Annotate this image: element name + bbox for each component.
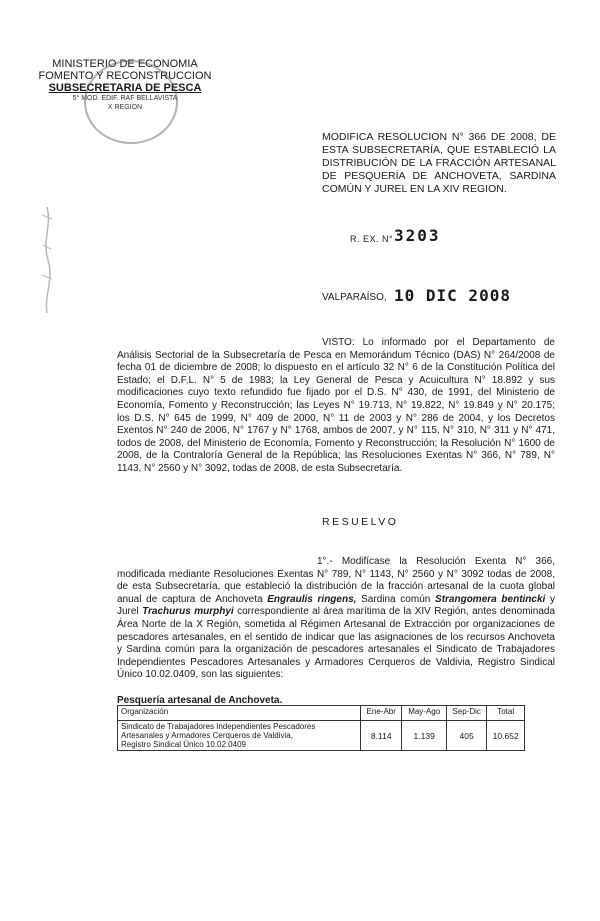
table-title: Pesquería artesanal de Anchoveta. xyxy=(117,695,283,706)
species-anchoveta: Engraulis ringens, xyxy=(267,593,357,605)
species-jurel: Trachurus murphyi xyxy=(142,606,234,618)
side-signature-stamp xyxy=(38,205,56,315)
resolution-number: 3203 xyxy=(394,226,441,245)
visto-paragraph xyxy=(117,337,555,476)
resolution-subject: MODIFICA RESOLUCION N° 366 DE 2008, DE ESTA SUBSECRETARÍA, QUE ESTABLECIÓ LA DISTRIBUCIÓN DE LA FRACCIÓN ARTESANAL DE PESQUERÍA DE ANCHOVETA, SARDINA COMÚN Y JUREL EN LA XIV REGION. xyxy=(322,131,556,195)
organization-line: Sindicato de Trabajadores Independientes Pescadores xyxy=(121,722,316,731)
resolution-label: R. EX. N° xyxy=(350,234,394,244)
subsecretaria-name: SUBSECRETARIA DE PESCA xyxy=(48,82,202,94)
header-organizacion: Organización xyxy=(118,706,361,721)
article-1-text-a: Modifícase la Resolución Exenta N° 366, modificada mediante Resoluciones Exentas N° 789, N° 1143, N° 2560 y N° 3092 todas de 2008, de esta Subsecretaría, que estableció la distribución de la fracción artesanal de la cuota global anual de captura de Anchoveta xyxy=(117,556,555,605)
article-1-text-c: y Jurel xyxy=(117,593,556,618)
ministry-name: MINISTERIO DE ECONOMIA xyxy=(52,58,198,70)
article-1-text-d: correspondiente al área marítima de la XIV Región, antes denominada Área Norte de la X Región, sometida al Régimen Artesanal de Extracción por organizaciones de pescadores artesanales, en el sentido de indicar que las asignaciones de los recursos Anchoveta y Sardina común para la organización de pescadores artesanales el Sindicato de Trabajadores Independientes Pescadores Artesanales y Armadores Cerqueros de Valdivia, Registro Sindical Único 10.02.0409, son las siguientes: xyxy=(117,606,556,681)
ministry-name-2: FOMENTO Y RECONSTRUCCION xyxy=(38,70,212,82)
region-line: X REGION xyxy=(107,104,143,111)
article-1-number: 1°.- xyxy=(317,556,333,567)
place: VALPARAÍSO, xyxy=(322,292,387,303)
resuelvo-heading: RESUELVO xyxy=(322,516,399,528)
sep-dic-cell: 405 xyxy=(446,721,486,751)
official-seal-stamp xyxy=(84,60,178,144)
quota-table xyxy=(117,705,525,751)
article-1-text-b: Sardina común xyxy=(361,593,431,605)
total-cell: 10.652 xyxy=(487,721,525,751)
header-ene-abr: Ene-Abr xyxy=(361,706,402,721)
address-line: 5° MOD. EDIF. RAF BELLAVISTA xyxy=(72,95,178,102)
may-ago-cell: 1.139 xyxy=(402,721,446,751)
header-total: Total xyxy=(487,706,525,721)
species-sardina: Strangomera bentincki xyxy=(435,593,546,605)
header-may-ago: May-Ago xyxy=(402,706,446,721)
organization-line: Registro Sindical Único 10.02.0409 xyxy=(121,740,246,749)
table-header-row xyxy=(118,706,525,721)
table-row xyxy=(118,721,525,751)
visto-lead: VISTO: xyxy=(322,337,355,348)
organization-cell xyxy=(118,721,361,751)
header-sep-dic: Sep-Dic xyxy=(446,706,486,721)
date-stamp: 10 DIC 2008 xyxy=(394,286,511,305)
article-1 xyxy=(117,556,555,682)
visto-text: Lo informado por el Departamento de Análisis Sectorial de la Subsecretaría de Pesca en Memorándum Técnico (DAS) N° 264/2008 de fecha 01 de diciembre de 2008; lo dispuesto en el artículo 32 N° 6 de la Constitución Política del Estado; el D.F.L. N° 5 de 1983; la Ley General de Pesca y Acuicultura N° 18.892 y sus modificaciones cuyo texto refundido fue fijado por el D.S. N° 430, de 1991, del Ministerio de Economía, Fomento y Reconstrucción; las Leyes N° 19.713, N° 19.822, N° 19.849 y N° 20.175; los D.S. N° 645 de 1999, N° 409 de 2000, N° 11 de 2003 y N° 286 de 2004, y los Decretos Exentos N° 240 de 2006, N° 1767 y N° 1768, ambos de 2007, y N° 115, N° 310, N° 311 y N° 471, todos de 2008, del Ministerio de Economía, Fomento y Reconstrucción; la Resolución N° 1600 de 2008, de la Contraloría General de la República; las Resoluciones Exentas N° 366, N° 789, N° 1143, N° 2560 y N° 3092, todas de 2008, de esta Subsecretaría. xyxy=(117,337,555,474)
organization-line: Artesanales y Armadores Cerqueros de Valdivia, xyxy=(121,731,293,740)
ene-abr-cell: 8.114 xyxy=(361,721,402,751)
